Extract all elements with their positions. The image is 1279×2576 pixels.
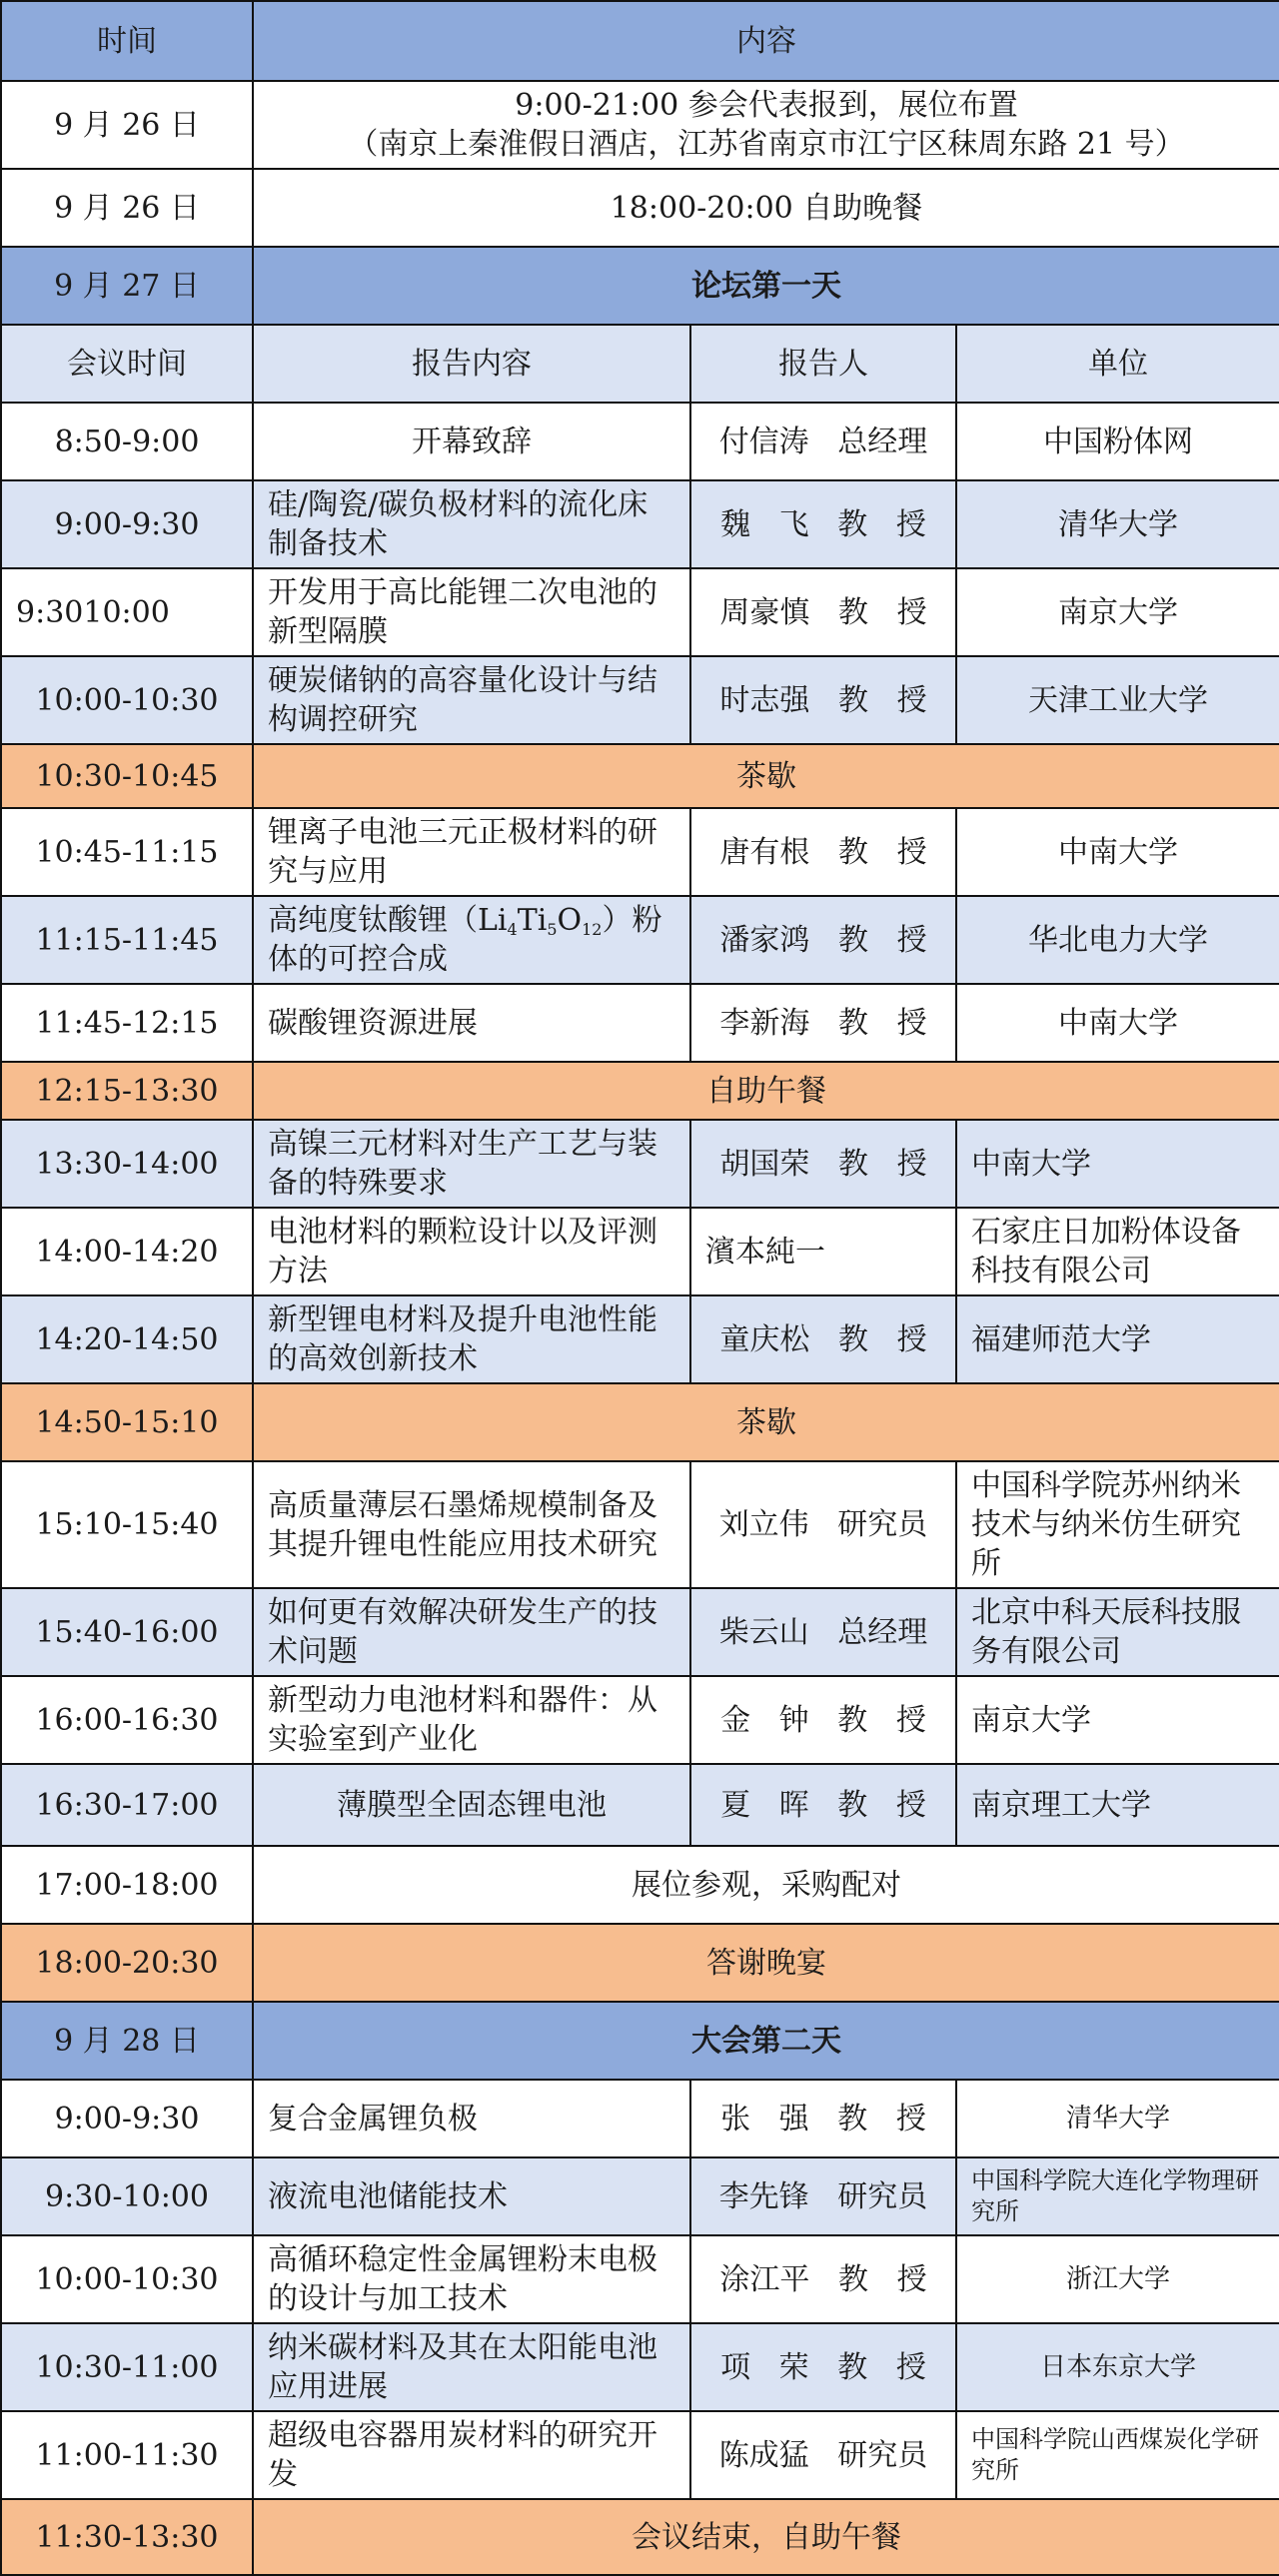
speaker-cell: 夏 晖 教 授 (690, 1764, 956, 1846)
speaker-cell: 潘家鸿 教 授 (690, 896, 956, 984)
table-row (1, 808, 1279, 896)
break-cell: 茶歇 (253, 1383, 1279, 1461)
speaker-cell: 陈成猛 研究员 (690, 2411, 956, 2499)
time-cell: 11:30-13:30 (1, 2499, 253, 2575)
day-date: 9 月 27 日 (1, 247, 253, 325)
time-cell: 14:00-14:20 (1, 1208, 253, 1295)
unit-cell: 日本东京大学 (956, 2323, 1279, 2411)
topic-cell: 电池材料的颗粒设计以及评测方法 (253, 1208, 690, 1295)
topic-cell: 硬炭储钠的高容量化设计与结构调控研究 (253, 656, 690, 744)
time-cell: 11:45-12:15 (1, 984, 253, 1062)
speaker-cell: 李新海 教 授 (690, 984, 956, 1062)
topic-cell: 锂离子电池三元正极材料的研究与应用 (253, 808, 690, 896)
topic-cell: 高质量薄层石墨烯规模制备及其提升锂电性能应用技术研究 (253, 1461, 690, 1588)
speaker-cell: 魏 飞 教 授 (690, 480, 956, 568)
unit-cell: 中南大学 (956, 808, 1279, 896)
topic-cell: 开发用于高比能锂二次电池的新型隔膜 (253, 568, 690, 656)
time-cell: 8:50-9:00 (1, 403, 253, 480)
time-cell: 10:45-11:15 (1, 808, 253, 896)
table-row (1, 1461, 1279, 1588)
unit-cell: 石家庄日加粉体设备科技有限公司 (956, 1208, 1279, 1295)
time-cell: 9:00-9:30 (1, 2080, 253, 2157)
speaker-cell: 金 钟 教 授 (690, 1676, 956, 1764)
speaker-cell: 柴云山 总经理 (690, 1588, 956, 1676)
table-row (1, 2411, 1279, 2499)
unit-cell: 中国科学院大连化学物理研究所 (956, 2157, 1279, 2235)
table-row (1, 1764, 1279, 1846)
speaker-cell: 涂江平 教 授 (690, 2235, 956, 2323)
time-cell: 14:20-14:50 (1, 1295, 253, 1383)
speaker-cell: 唐有根 教 授 (690, 808, 956, 896)
speaker-cell: 付信涛 总经理 (690, 403, 956, 480)
subscript: 4 (507, 920, 518, 939)
table-row (1, 2080, 1279, 2157)
dinner-cell: 18:00-20:00 自助晚餐 (253, 169, 1279, 247)
unit-cell: 浙江大学 (956, 2235, 1279, 2323)
topic-cell: 如何更有效解决研发生产的技术问题 (253, 1588, 690, 1676)
unit-cell: 中国科学院苏州纳米技术与纳米仿生研究所 (956, 1461, 1279, 1588)
day-row (1, 2002, 1279, 2080)
subscript: 12 (582, 920, 603, 939)
unit-cell: 中国粉体网 (956, 403, 1279, 480)
subscript: 5 (547, 920, 558, 939)
time-cell: 15:10-15:40 (1, 1461, 253, 1588)
time-cell: 18:00-20:30 (1, 1924, 253, 2002)
table-row (1, 2235, 1279, 2323)
break-row (1, 1924, 1279, 2002)
unit-cell: 天津工业大学 (956, 656, 1279, 744)
speaker-cell: 周豪慎 教 授 (690, 568, 956, 656)
unit-cell: 中国科学院山西煤炭化学研究所 (956, 2411, 1279, 2499)
break-cell: 茶歇 (253, 744, 1279, 808)
header-time: 时间 (1, 1, 253, 81)
unit-cell: 北京中科天辰科技服务有限公司 (956, 1588, 1279, 1676)
time-cell: 9:30-10:00 (1, 2157, 253, 2235)
table-row (1, 1846, 1279, 1924)
topic-cell: 薄膜型全固态锂电池 (253, 1764, 690, 1846)
col-unit: 单位 (956, 325, 1279, 403)
unit-cell: 南京大学 (956, 1676, 1279, 1764)
speaker-cell: 胡国荣 教 授 (690, 1120, 956, 1208)
speaker-cell: 濱本純一 (690, 1208, 956, 1295)
topic-cell: 高镍三元材料对生产工艺与装备的特殊要求 (253, 1120, 690, 1208)
table-row (1, 1120, 1279, 1208)
topic-cell: 高循环稳定性金属锂粉末电极的设计与加工技术 (253, 2235, 690, 2323)
time-cell: 12:15-13:30 (1, 1062, 253, 1120)
topic-cell: 开幕致辞 (253, 403, 690, 480)
time-cell: 10:00-10:30 (1, 2235, 253, 2323)
time-cell: 10:30-11:00 (1, 2323, 253, 2411)
topic-cell: 新型锂电材料及提升电池性能的高效创新技术 (253, 1295, 690, 1383)
day-row (1, 247, 1279, 325)
topic-part: Ti (517, 903, 548, 938)
topic-cell: 纳米碳材料及其在太阳能电池应用进展 (253, 2323, 690, 2411)
break-row (1, 2499, 1279, 2575)
time-cell: 11:00-11:30 (1, 2411, 253, 2499)
date-cell: 9 月 26 日 (1, 169, 253, 247)
table-row (1, 403, 1279, 480)
table-row (1, 169, 1279, 247)
time-cell: 16:00-16:30 (1, 1676, 253, 1764)
time-cell: 10:00-10:30 (1, 656, 253, 744)
table-row (1, 1295, 1279, 1383)
day-title: 论坛第一天 (253, 247, 1279, 325)
speaker-cell: 李先锋 研究员 (690, 2157, 956, 2235)
registration-line: 9:00-21:00 参会代表报到，展位布置 (515, 88, 1018, 123)
expo-cell: 展位参观，采购配对 (253, 1846, 1279, 1924)
break-cell: 答谢晚宴 (253, 1924, 1279, 2002)
speaker-cell: 童庆松 教 授 (690, 1295, 956, 1383)
col-topic: 报告内容 (253, 325, 690, 403)
column-header-row (1, 325, 1279, 403)
time-cell: 13:30-14:00 (1, 1120, 253, 1208)
unit-cell: 华北电力大学 (956, 896, 1279, 984)
table-row (1, 1208, 1279, 1295)
speaker-cell: 项 荣 教 授 (690, 2323, 956, 2411)
speaker-cell: 时志强 教 授 (690, 656, 956, 744)
topic-cell (253, 896, 690, 984)
time-cell: 9:3010:00 (1, 568, 253, 656)
break-cell: 会议结束，自助午餐 (253, 2499, 1279, 2575)
unit-cell: 南京大学 (956, 568, 1279, 656)
topic-cell: 液流电池储能技术 (253, 2157, 690, 2235)
time-cell: 15:40-16:00 (1, 1588, 253, 1676)
table-row (1, 656, 1279, 744)
time-cell: 16:30-17:00 (1, 1764, 253, 1846)
break-row (1, 1383, 1279, 1461)
time-cell: 9:00-9:30 (1, 480, 253, 568)
day-title: 大会第二天 (253, 2002, 1279, 2080)
speaker-cell: 张 强 教 授 (690, 2080, 956, 2157)
table-row (1, 2323, 1279, 2411)
break-row (1, 744, 1279, 808)
col-time: 会议时间 (1, 325, 253, 403)
table-row (1, 480, 1279, 568)
unit-cell: 清华大学 (956, 480, 1279, 568)
registration-cell (253, 81, 1279, 169)
break-row (1, 1062, 1279, 1120)
venue-line: （南京上秦淮假日酒店，江苏省南京市江宁区秣周东路 21 号） (348, 127, 1185, 162)
table-row (1, 568, 1279, 656)
day-date: 9 月 28 日 (1, 2002, 253, 2080)
speaker-cell: 刘立伟 研究员 (690, 1461, 956, 1588)
topic-cell: 复合金属锂负极 (253, 2080, 690, 2157)
unit-cell: 福建师范大学 (956, 1295, 1279, 1383)
unit-cell: 中南大学 (956, 1120, 1279, 1208)
time-cell: 10:30-10:45 (1, 744, 253, 808)
topic-cell: 超级电容器用炭材料的研究开发 (253, 2411, 690, 2499)
table-row (1, 81, 1279, 169)
topic-cell: 碳酸锂资源进展 (253, 984, 690, 1062)
unit-cell: 清华大学 (956, 2080, 1279, 2157)
topic-cell: 硅/陶瓷/碳负极材料的流化床制备技术 (253, 480, 690, 568)
table-row (1, 1588, 1279, 1676)
table-row (1, 2157, 1279, 2235)
topic-part: ）粉体的可控合成 (268, 903, 662, 977)
date-cell: 9 月 26 日 (1, 81, 253, 169)
header-content: 内容 (253, 1, 1279, 81)
topic-part: 高纯度钛酸锂（Li (268, 903, 508, 938)
time-cell: 17:00-18:00 (1, 1846, 253, 1924)
time-cell: 11:15-11:45 (1, 896, 253, 984)
time-cell: 14:50-15:10 (1, 1383, 253, 1461)
table-row (1, 984, 1279, 1062)
topic-cell: 新型动力电池材料和器件：从实验室到产业化 (253, 1676, 690, 1764)
topic-part: O (557, 903, 583, 938)
table-row (1, 1676, 1279, 1764)
unit-cell: 南京理工大学 (956, 1764, 1279, 1846)
table-header-row (1, 1, 1279, 81)
unit-cell: 中南大学 (956, 984, 1279, 1062)
col-speaker: 报告人 (690, 325, 956, 403)
table-row (1, 896, 1279, 984)
break-cell: 自助午餐 (253, 1062, 1279, 1120)
